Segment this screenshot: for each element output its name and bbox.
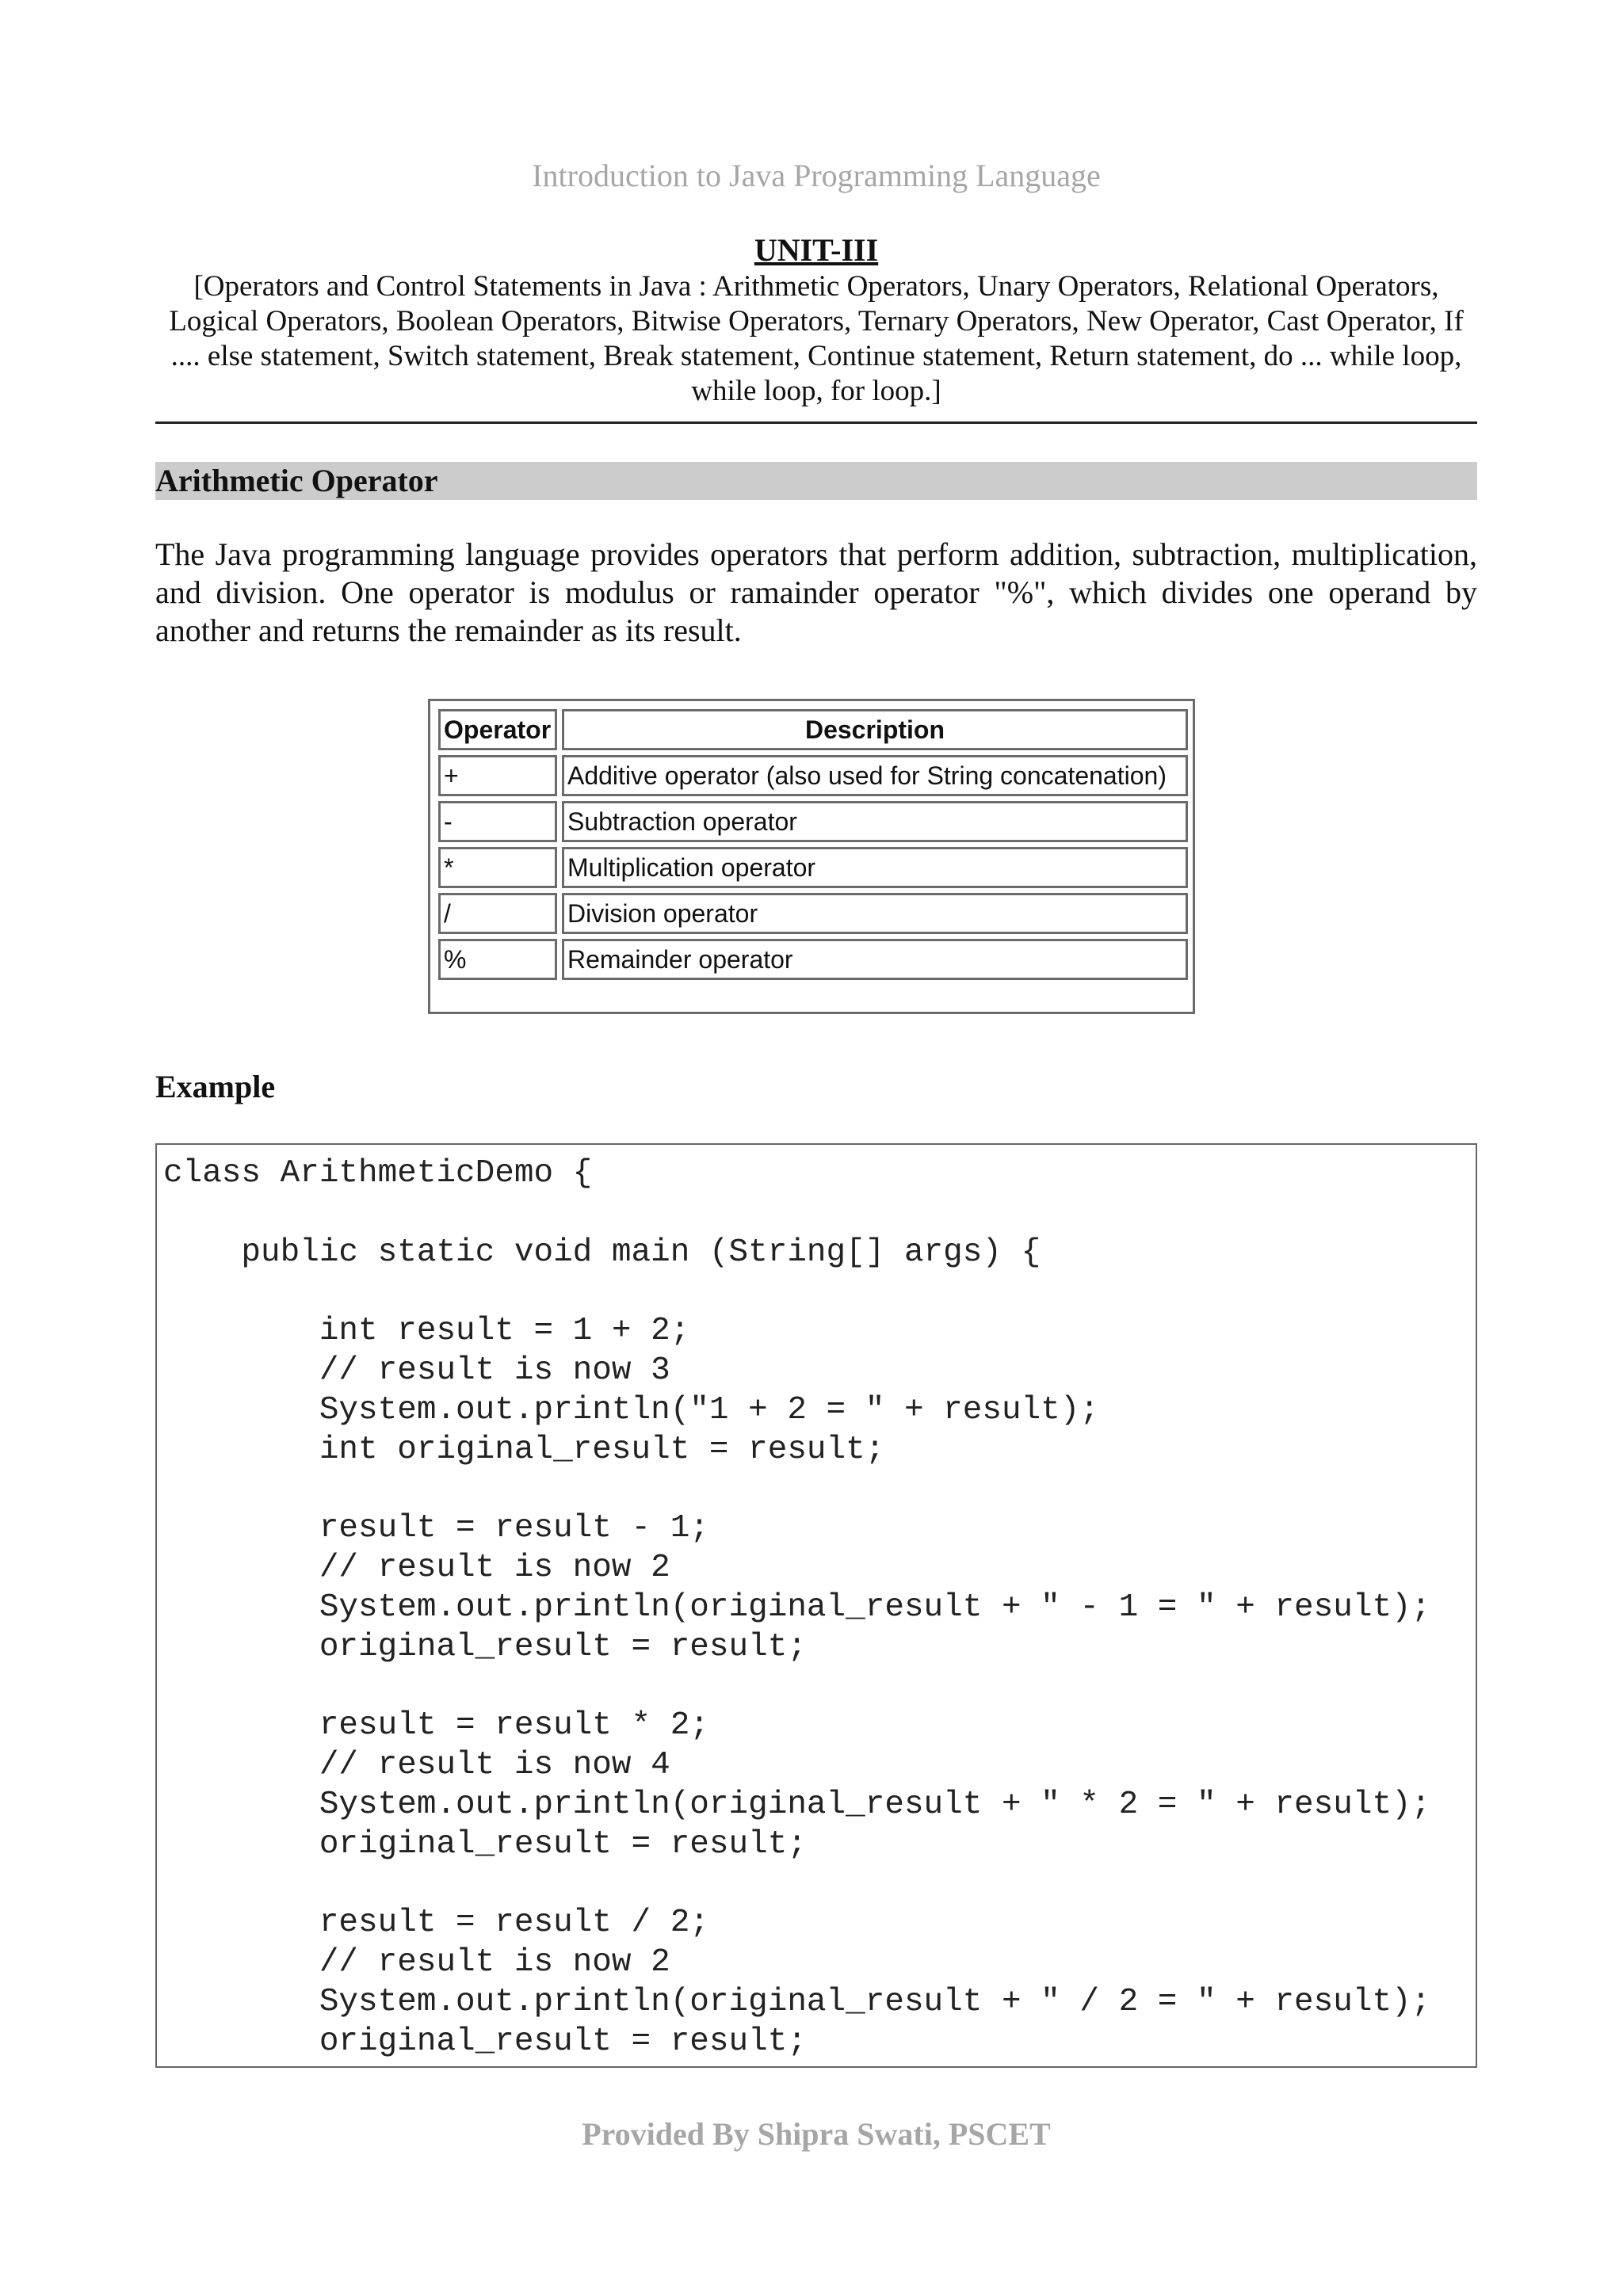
code-line: int original_result = result; [163, 1431, 885, 1468]
code-line [163, 1470, 1430, 1509]
code-line: result = result / 2; [163, 1905, 709, 1942]
footer-credit: Provided By Shipra Swati, PSCET [582, 2116, 1051, 2152]
table-row [438, 801, 1188, 842]
code-line: // result is now 2 [163, 1943, 670, 1981]
code-line: result = result - 1; [163, 1510, 709, 1547]
code-line: original_result = result; [163, 1825, 807, 1863]
table-row [438, 755, 1188, 796]
table-cell-operator: % [438, 939, 557, 980]
code-line [163, 1194, 1430, 1234]
code-line: int result = 1 + 2; [163, 1313, 690, 1350]
code-line: System.out.println("1 + 2 = " + result); [163, 1391, 1099, 1428]
code-listing [163, 1154, 1430, 2061]
code-line [163, 1667, 1430, 1707]
table-cell-description: Remainder operator [562, 939, 1188, 980]
code-line [163, 1272, 1430, 1312]
intro-paragraph: The Java programming language provides operators that perform addition, subtraction, multiplication, and division. One operator is modulus or ramainder operator "%", which divides one operand by another and returns the remainder as its result. [155, 536, 1477, 648]
code-line: public static void main (String[] args) { [163, 1234, 1041, 1271]
code-line: // result is now 4 [163, 1746, 670, 1783]
table-header-operator: Operator [438, 709, 557, 750]
table-cell-operator: / [438, 893, 557, 934]
table-header-description: Description [562, 709, 1188, 750]
horizontal-rule [155, 421, 1477, 424]
operator-table-grid [433, 704, 1193, 985]
code-line: // result is now 2 [163, 1549, 670, 1586]
section-heading: Arithmetic Operator [155, 462, 1477, 500]
code-line: System.out.println(original_result + " * 2 = " + result); [163, 1786, 1431, 1823]
code-line: original_result = result; [163, 2023, 807, 2060]
unit-title: UNIT-III [754, 232, 879, 268]
code-line [163, 1864, 1430, 1904]
code-line: class ArithmeticDemo { [163, 1155, 593, 1192]
example-heading: Example [155, 1069, 276, 1104]
code-block [155, 1143, 1477, 2068]
table-row [438, 939, 1188, 980]
table-header-row [438, 709, 1188, 750]
table-cell-operator: + [438, 755, 557, 796]
unit-topics: [Operators and Control Statements in Java : Arithmetic Operators, Unary Operators, Relational Operators, Logical Operators, Boolean Operators, Bitwise Operators, Ternary Operators, New Operator, Cast Operator, If .... else statement, Switch statement, Break statement, Continue statement, Return statement, do ... while loop, while loop, for loop.] [169, 270, 1464, 407]
table-row [438, 893, 1188, 934]
code-line: // result is now 3 [163, 1352, 670, 1389]
running-header: Introduction to Java Programming Language [532, 158, 1101, 193]
code-line: System.out.println(original_result + " / 2 = " + result); [163, 1983, 1431, 2020]
code-line: System.out.println(original_result + " - 1 = " + result); [163, 1589, 1431, 1626]
table-row [438, 847, 1188, 888]
code-line: result = result * 2; [163, 1707, 709, 1745]
code-line: original_result = result; [163, 1628, 807, 1665]
table-cell-description: Division operator [562, 893, 1188, 934]
table-cell-description: Multiplication operator [562, 847, 1188, 888]
operator-table [428, 699, 1195, 1014]
table-cell-description: Subtraction operator [562, 801, 1188, 842]
table-cell-operator: * [438, 847, 557, 888]
table-cell-operator: - [438, 801, 557, 842]
table-cell-description: Additive operator (also used for String concatenation) [562, 755, 1188, 796]
